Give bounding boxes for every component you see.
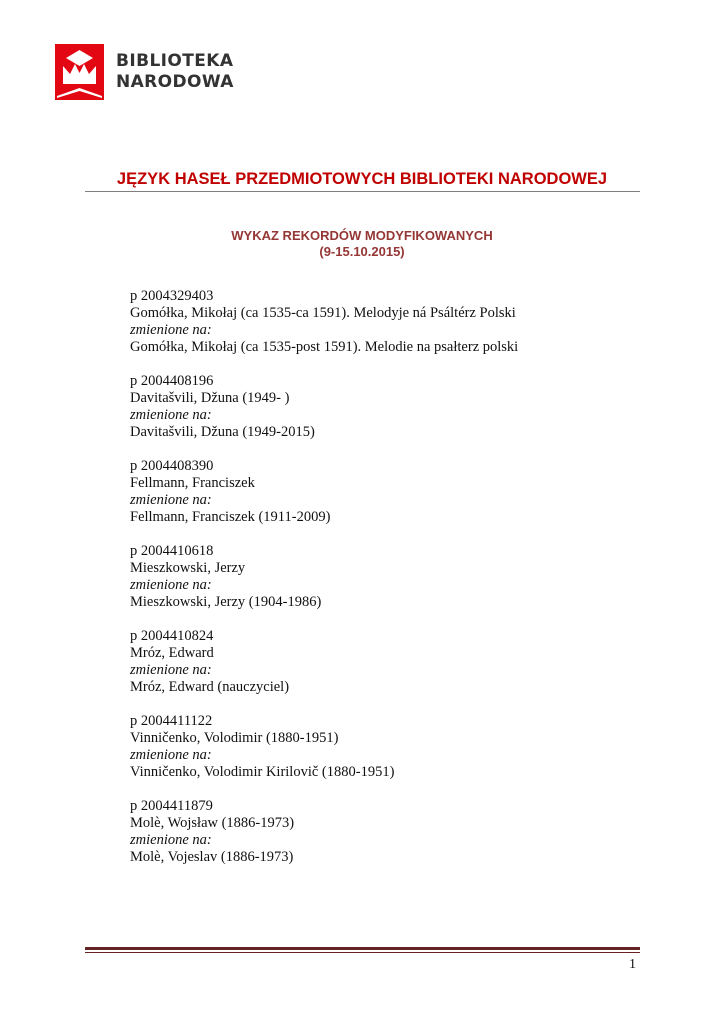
record-id: p 2004411879 — [130, 798, 213, 814]
crown-logo-icon — [55, 44, 104, 100]
record-new-heading: Mróz, Edward (nauczyciel) — [130, 679, 290, 695]
changed-to-label: zmienione na: — [130, 747, 212, 763]
page-number: 1 — [629, 957, 636, 972]
record-old-heading: Molè, Wojsław (1886-1973) — [130, 815, 295, 831]
record-id: p 2004329403 — [130, 288, 214, 304]
record-new-heading: Vinničenko, Volodimir Kirilovič (1880-1951) — [130, 764, 395, 780]
subtitle-line-1: WYKAZ REKORDÓW MODYFIKOWANYCH — [231, 228, 493, 243]
record-entry — [130, 288, 518, 356]
changed-to-label: zmienione na: — [130, 577, 212, 593]
document-title: JĘZYK HASEŁ PRZEDMIOTOWYCH BIBLIOTEKI NARODOWEJ — [116, 170, 608, 188]
changed-to-label: zmienione na: — [130, 832, 212, 848]
record-entry — [130, 458, 518, 526]
footer-divider — [85, 947, 640, 953]
record-new-heading: Mieszkowski, Jerzy (1904-1986) — [130, 594, 322, 610]
logo-wordmark — [116, 51, 234, 93]
changed-to-label: zmienione na: — [130, 322, 212, 338]
library-logo — [55, 44, 234, 100]
record-entry — [130, 798, 518, 866]
record-id: p 2004411122 — [130, 713, 213, 729]
record-id: p 2004410824 — [130, 628, 214, 644]
record-old-heading: Fellmann, Franciszek — [130, 475, 255, 491]
record-id: p 2004408196 — [130, 373, 214, 389]
record-new-heading: Davitašvili, Džuna (1949-2015) — [130, 424, 315, 440]
logo-line-1: BIBLIOTEKA — [116, 51, 234, 71]
record-id: p 2004408390 — [130, 458, 214, 474]
records-list — [130, 288, 518, 883]
record-old-heading: Gomółka, Mikołaj (ca 1535-ca 1591). Melodyje ná Psáltérz Polski — [130, 305, 516, 321]
record-entry — [130, 543, 518, 611]
record-entry — [130, 373, 518, 441]
record-new-heading: Fellmann, Franciszek (1911-2009) — [130, 509, 331, 525]
changed-to-label: zmienione na: — [130, 662, 212, 678]
changed-to-label: zmienione na: — [130, 407, 212, 423]
record-id: p 2004410618 — [130, 543, 214, 559]
record-old-heading: Mróz, Edward — [130, 645, 214, 661]
record-old-heading: Vinničenko, Volodimir (1880-1951) — [130, 730, 339, 746]
record-entry — [130, 628, 518, 696]
title-divider — [85, 191, 640, 192]
changed-to-label: zmienione na: — [130, 492, 212, 508]
logo-line-2: NARODOWA — [116, 72, 234, 92]
record-new-heading: Molè, Vojeslav (1886-1973) — [130, 849, 294, 865]
subtitle-date-range: (9-15.10.2015) — [319, 244, 405, 259]
record-entry — [130, 713, 518, 781]
document-subtitle — [0, 228, 724, 260]
record-old-heading: Davitašvili, Džuna (1949- ) — [130, 390, 290, 406]
record-new-heading: Gomółka, Mikołaj (ca 1535-post 1591). Melodie na psałterz polski — [130, 339, 519, 355]
record-old-heading: Mieszkowski, Jerzy — [130, 560, 246, 576]
